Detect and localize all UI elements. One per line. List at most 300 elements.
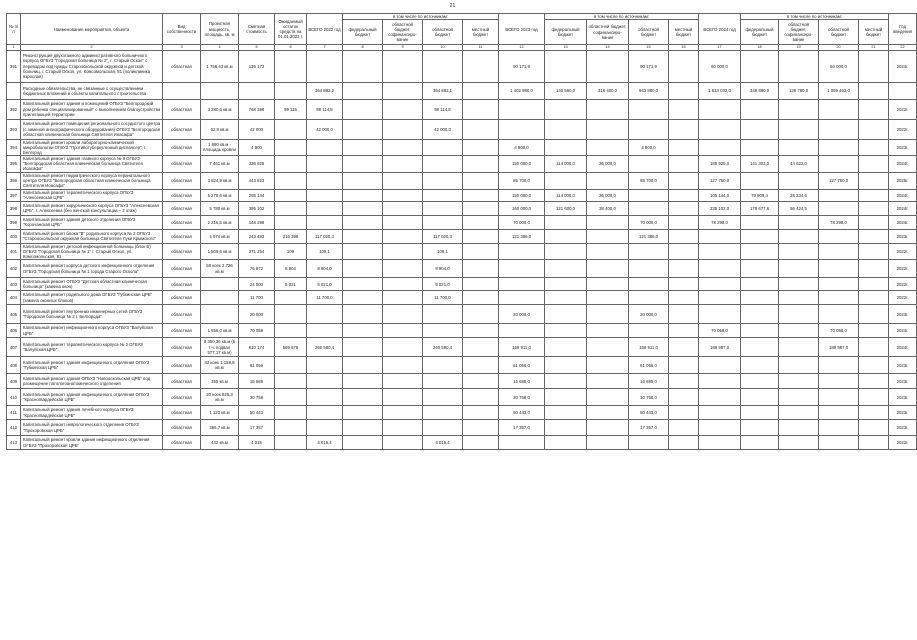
row-local-2024 (859, 50, 889, 82)
row-federal-2024 (741, 243, 779, 259)
row-name: Капитальный ремонт кровли лабораторно-клинической микробиологии ОГБУЗ "Противотуберкулезный диспансер", г. Белгород (21, 139, 163, 155)
row-federal-2022 (343, 99, 383, 119)
row-remaining (275, 305, 307, 324)
row-regional-cofin-2023 (587, 324, 629, 338)
row-regional-cofin-2023 (587, 260, 629, 278)
row-total-2023: 159 911,0 (499, 338, 545, 357)
row-number: 409 (7, 374, 21, 389)
row-total-2022 (307, 156, 343, 172)
investment-table (6, 13, 917, 450)
row-regional-cofin-2022 (383, 139, 423, 155)
row-intro-year: 2022г. (889, 291, 917, 305)
row-total-2022 (307, 420, 343, 436)
row-number: 405 (7, 305, 21, 324)
row-name: Расходные обязательства, не связанные с осуществлением бюджетных вложений в объекты капитального строительства (21, 82, 163, 99)
row-federal-2022 (343, 406, 383, 420)
row-remaining: 569 678 (275, 338, 307, 357)
row-local-2024 (859, 278, 889, 291)
row-local-2023 (669, 406, 699, 420)
header-name: Наименование мероприятия, объекта (21, 14, 163, 45)
row-regional-cofin-2023 (587, 357, 629, 374)
row-ownership: областная (163, 119, 201, 139)
row-cost: 70 058 (239, 324, 275, 338)
row-federal-2024 (741, 357, 779, 374)
header-federal-2022: федеральный бюджет (343, 20, 383, 45)
row-total-2024 (699, 291, 741, 305)
row-intro-year: 2022г. (889, 243, 917, 259)
row-total-2023 (499, 243, 545, 259)
row-local-2022 (463, 338, 499, 357)
row-local-2023 (669, 50, 699, 82)
row-local-2023 (669, 338, 699, 357)
row-total-2022 (307, 357, 343, 374)
row-local-2023 (669, 420, 699, 436)
row-total-2023: 17 357,0 (499, 420, 545, 436)
table-row (7, 189, 917, 201)
row-local-2023 (669, 201, 699, 215)
row-local-2022 (463, 406, 499, 420)
row-federal-2024 (741, 389, 779, 406)
row-total-2022 (307, 389, 343, 406)
row-ownership: областная (163, 406, 201, 420)
row-name: Капитальный ремонт внутренних инженерных сетей ОГБУЗ "Городская больница № 2 г. Белгорода" (21, 305, 163, 324)
table-row (7, 357, 917, 374)
row-intro-year: 2023г. (889, 229, 917, 243)
row-intro-year: 2024г. (889, 201, 917, 215)
row-regional-cofin-2022 (383, 406, 423, 420)
row-regional-2024 (819, 436, 859, 450)
row-ownership: областная (163, 357, 201, 374)
row-capacity: 2 216,5 кв.м (201, 215, 239, 229)
row-name: Капитальный ремонт здания инфекционного отделения ОГБУЗ "Губкинская ЦРБ" (21, 357, 163, 374)
row-regional-2023 (629, 201, 669, 215)
row-cost: 4 015 (239, 436, 275, 450)
row-cost: 24 000 (239, 278, 275, 291)
column-index: 13 (545, 45, 587, 51)
column-index: 18 (741, 45, 779, 51)
row-regional-2023 (629, 156, 669, 172)
row-federal-2024: 349 880,0 (741, 82, 779, 99)
row-federal-2023 (545, 243, 587, 259)
header-num: № п/п (7, 14, 21, 45)
row-ownership: областная (163, 50, 201, 82)
row-local-2022 (463, 172, 499, 189)
row-name: Реконструкция двухэтажного административного больничного корпуса ОГБУЗ "Городская больница № 2", г. Старый Оскол" с переводом под нужды Старооскольской окружной и детской больниц, г. Старый Оскол, ул. Комсомольская, 81 (поликлиника взрослая) (21, 50, 163, 82)
row-ownership: областная (163, 291, 201, 305)
header-regional-2024: областной бюджет (819, 20, 859, 45)
row-federal-2022 (343, 278, 383, 291)
column-index: 6 (275, 45, 307, 51)
row-federal-2024 (741, 172, 779, 189)
table-row (7, 201, 917, 215)
row-local-2023 (669, 99, 699, 119)
row-regional-cofin-2024 (779, 172, 819, 189)
row-regional-2024 (819, 243, 859, 259)
row-cost: 20 000 (239, 305, 275, 324)
row-intro-year: 2022г. (889, 119, 917, 139)
row-local-2022 (463, 82, 499, 99)
column-index: 21 (859, 45, 889, 51)
row-capacity (201, 82, 239, 99)
row-regional-2022: 364 882,1 (423, 82, 463, 99)
row-cost: 443 823 (239, 172, 275, 189)
row-remaining (275, 389, 307, 406)
row-federal-2024: 178 677,6 (741, 201, 779, 215)
row-local-2024 (859, 156, 889, 172)
row-federal-2022 (343, 139, 383, 155)
row-number: 411 (7, 406, 21, 420)
table-row (7, 406, 917, 420)
header-local-2023: местный бюджет (669, 20, 699, 45)
row-capacity: 4 974 кв.м (201, 229, 239, 243)
row-regional-2022 (423, 215, 463, 229)
row-regional-2022 (423, 156, 463, 172)
row-remaining (275, 436, 307, 450)
row-name: Капитальный ремонт здания и помещений ОГБУЗ "Белгородский дом ребенка специализированный" с выполнением благоустройства прилегающей территории (21, 99, 163, 119)
row-regional-2024 (819, 291, 859, 305)
row-ownership: областная (163, 338, 201, 357)
row-capacity: 32 коек 1 158,9 кв.м (201, 357, 239, 374)
row-regional-cofin-2022 (383, 260, 423, 278)
row-regional-2023: 50 443,0 (629, 406, 669, 420)
header-remaining: Ожидаемый остаток средств на 01.01.2022 г. (275, 14, 307, 45)
row-federal-2022 (343, 374, 383, 389)
row-federal-2024 (741, 119, 779, 139)
row-regional-cofin-2022 (383, 215, 423, 229)
row-local-2024 (859, 82, 889, 99)
row-regional-cofin-2023 (587, 406, 629, 420)
column-index: 7 (307, 45, 343, 51)
row-federal-2022 (343, 156, 383, 172)
row-federal-2023 (545, 357, 587, 374)
row-federal-2023: 114 000,0 (545, 156, 587, 172)
header-total-2024: ВСЕГО 2024 год (699, 14, 741, 45)
row-total-2024: 78 298,0 (699, 215, 741, 229)
row-total-2023: 160 000,0 (499, 201, 545, 215)
row-regional-2023: 30 758,0 (629, 389, 669, 406)
row-regional-cofin-2022 (383, 338, 423, 357)
row-regional-cofin-2024 (779, 243, 819, 259)
row-cost: 11 700 (239, 291, 275, 305)
table-row (7, 389, 917, 406)
row-ownership: областная (163, 420, 201, 436)
row-regional-cofin-2024 (779, 338, 819, 357)
row-total-2022 (307, 50, 343, 82)
table-row (7, 436, 917, 450)
row-capacity: 442 кв.м (201, 436, 239, 450)
row-regional-2023: 20 000,0 (629, 305, 669, 324)
table-row (7, 243, 917, 259)
header-sources-2023: в том числе по источникам: (545, 14, 699, 20)
row-federal-2023: 140 560,0 (545, 82, 587, 99)
row-regional-2023 (629, 260, 669, 278)
table-row (7, 172, 917, 189)
row-name: Капитальный ремонт ОГБУЗ "Детская областная клиническая больница" (замена окон) (21, 278, 163, 291)
row-regional-2022 (423, 172, 463, 189)
header-regional-cofin-2022: областной бюджет, софинансиро-вание (383, 20, 423, 45)
row-total-2023 (499, 436, 545, 450)
row-name: Капитальный ремонт терапевтического корпуса № 2 ОГБУЗ "Валуйская ЦРБ" (21, 338, 163, 357)
row-name: Капитальный ремонт неврологического отделения ОГБУЗ "Прохоровская ЦРБ" (21, 420, 163, 436)
row-regional-cofin-2023 (587, 243, 629, 259)
row-cost: 135 172 (239, 50, 275, 82)
row-intro-year: 2023г. (889, 139, 917, 155)
row-local-2022 (463, 278, 499, 291)
column-index: 8 (343, 45, 383, 51)
row-regional-cofin-2024 (779, 99, 819, 119)
row-total-2023 (499, 278, 545, 291)
header-ownership: Вид собственности (163, 14, 201, 45)
row-name: Капитальный ремонт педиатрического корпуса перинатального центра ОГБУЗ "Белгородская областная клиническая больница Святителя Иоасафа" (21, 172, 163, 189)
row-number: 403 (7, 278, 21, 291)
row-regional-2023: 4 900,0 (629, 139, 669, 155)
row-local-2023 (669, 215, 699, 229)
row-ownership: областная (163, 99, 201, 119)
row-total-2022: 109,1 (307, 243, 343, 259)
row-ownership: областная (163, 201, 201, 215)
row-remaining (275, 420, 307, 436)
row-cost: 42 000 (239, 119, 275, 139)
row-total-2022 (307, 406, 343, 420)
row-capacity (201, 278, 239, 291)
row-local-2024 (859, 436, 889, 450)
row-regional-cofin-2024 (779, 374, 819, 389)
row-federal-2024: 79 909,4 (741, 189, 779, 201)
row-remaining (275, 406, 307, 420)
row-federal-2023 (545, 119, 587, 139)
row-remaining: 8 904 (275, 260, 307, 278)
row-intro-year: 2023г. (889, 305, 917, 324)
row-total-2024: 189 987,0 (699, 338, 741, 357)
row-total-2024: 235 102,0 (699, 201, 741, 215)
row-regional-2022 (423, 189, 463, 201)
row-regional-cofin-2023 (587, 215, 629, 229)
row-number: 395 (7, 156, 21, 172)
row-federal-2024 (741, 260, 779, 278)
row-regional-cofin-2022 (383, 229, 423, 243)
row-regional-cofin-2023: 36 000,0 (587, 189, 629, 201)
row-total-2024 (699, 99, 741, 119)
table-row (7, 139, 917, 155)
row-federal-2024 (741, 305, 779, 324)
row-regional-2024 (819, 420, 859, 436)
row-regional-2023: 16 685,0 (629, 374, 669, 389)
column-index: 2 (21, 45, 163, 51)
row-regional-2023 (629, 278, 669, 291)
row-cost: 148 298 (239, 215, 275, 229)
row-name: Капитальный ремонт детской инфекционной больницы (блок Б) ОГБУЗ "Городская больница № 1" г. Старый Оскол, ул. Комсомольская, 81 (21, 243, 163, 259)
row-federal-2022 (343, 357, 383, 374)
row-total-2023: 1 402 980,0 (499, 82, 545, 99)
row-federal-2023 (545, 324, 587, 338)
row-remaining (275, 82, 307, 99)
row-name: Капитальный ремонт блока "В" родильного корпуса № 2 ОГБУЗ "Старооскольская окружная больница Святителя Луки Крымского" (21, 229, 163, 243)
row-regional-cofin-2022 (383, 436, 423, 450)
row-remaining: 5 021 (275, 278, 307, 291)
row-regional-2024 (819, 389, 859, 406)
row-regional-2022: 98 114,8 (423, 99, 463, 119)
row-local-2022 (463, 420, 499, 436)
row-remaining: 109 (275, 243, 307, 259)
row-cost: 243 483 (239, 229, 275, 243)
row-regional-cofin-2023 (587, 229, 629, 243)
row-remaining (275, 156, 307, 172)
row-number: 391 (7, 50, 21, 82)
row-number: 412 (7, 420, 21, 436)
row-intro-year: 2023г. (889, 420, 917, 436)
row-regional-cofin-2024 (779, 420, 819, 436)
row-federal-2024 (741, 436, 779, 450)
column-index: 1 (7, 45, 21, 51)
row-regional-cofin-2022 (383, 189, 423, 201)
row-ownership: областная (163, 324, 201, 338)
row-local-2022 (463, 50, 499, 82)
row-total-2023 (499, 291, 545, 305)
row-regional-cofin-2022 (383, 305, 423, 324)
header-sources-2022: в том числе по источникам: (343, 14, 499, 20)
row-regional-2022 (423, 374, 463, 389)
row-local-2022 (463, 201, 499, 215)
row-regional-cofin-2024 (779, 324, 819, 338)
row-cost: 17 357 (239, 420, 275, 436)
row-number: 404 (7, 291, 21, 305)
row-federal-2023 (545, 436, 587, 450)
row-regional-2024 (819, 278, 859, 291)
row-capacity: 1 123 кв.м (201, 406, 239, 420)
row-ownership: областная (163, 156, 201, 172)
row-local-2024 (859, 215, 889, 229)
row-total-2024: 105 144,0 (699, 189, 741, 201)
row-capacity: 1 756,43 кв.м (201, 50, 239, 82)
row-regional-2023 (629, 324, 669, 338)
row-regional-2022: 4 015,4 (423, 436, 463, 450)
row-ownership: областная (163, 172, 201, 189)
row-regional-2023 (629, 99, 669, 119)
row-local-2022 (463, 389, 499, 406)
row-total-2022 (307, 215, 343, 229)
row-total-2024: 127 750,0 (699, 172, 741, 189)
row-intro-year: 2024г. (889, 189, 917, 201)
row-cost: 271 254 (239, 243, 275, 259)
row-regional-cofin-2024 (779, 389, 819, 406)
row-number: 394 (7, 139, 21, 155)
row-federal-2024 (741, 229, 779, 243)
row-total-2022 (307, 201, 343, 215)
row-total-2022 (307, 324, 343, 338)
row-total-2022 (307, 172, 343, 189)
row-remaining (275, 172, 307, 189)
row-capacity: 3 280,6 кв.м (201, 99, 239, 119)
row-regional-cofin-2022 (383, 50, 423, 82)
row-regional-cofin-2022 (383, 291, 423, 305)
row-intro-year (889, 82, 917, 99)
row-regional-2024 (819, 139, 859, 155)
row-remaining (275, 50, 307, 82)
row-local-2023 (669, 229, 699, 243)
row-federal-2022 (343, 389, 383, 406)
column-index: 3 (163, 45, 201, 51)
row-local-2024 (859, 99, 889, 119)
row-local-2022 (463, 119, 499, 139)
row-cost: 76 872 (239, 260, 275, 278)
table-row (7, 305, 917, 324)
row-local-2023 (669, 189, 699, 201)
header-local-2024: местный бюджет (859, 20, 889, 45)
row-total-2024: 60 000,0 (699, 50, 741, 82)
row-regional-2022 (423, 389, 463, 406)
row-name: Капитальный ремонт здания лечебного корпуса ОГБУЗ "Красногвардейская ЦРБ" (21, 406, 163, 420)
row-federal-2023 (545, 291, 587, 305)
row-local-2024 (859, 305, 889, 324)
column-index: 22 (889, 45, 917, 51)
row-regional-cofin-2024 (779, 305, 819, 324)
row-regional-2024: 78 298,0 (819, 215, 859, 229)
row-name: Капитальный ремонт здания ОГБУЗ "Новооскольская ЦРБ" под размещение патологоанатомического отделения (21, 374, 163, 389)
row-local-2022 (463, 189, 499, 201)
row-regional-2022: 11 700,0 (423, 291, 463, 305)
column-index: 12 (499, 45, 545, 51)
header-sources-2024: в том числе по источникам: (741, 14, 889, 20)
row-regional-cofin-2023 (587, 436, 629, 450)
row-regional-cofin-2023 (587, 389, 629, 406)
row-intro-year: 2024г. (889, 215, 917, 229)
row-regional-cofin-2022 (383, 420, 423, 436)
row-ownership: областная (163, 243, 201, 259)
column-index: 9 (383, 45, 423, 51)
row-capacity: 20 коек 825,3 кв.м (201, 389, 239, 406)
row-federal-2023: 121 600,0 (545, 201, 587, 215)
row-federal-2022 (343, 324, 383, 338)
row-total-2023: 150 000,0 (499, 156, 545, 172)
row-total-2024: 70 058,0 (699, 324, 741, 338)
row-regional-cofin-2024: 128 780,0 (779, 82, 819, 99)
row-regional-2023: 61 056,0 (629, 357, 669, 374)
row-regional-2022 (423, 406, 463, 420)
header-local-2022: местный бюджет (463, 20, 499, 45)
row-local-2022 (463, 357, 499, 374)
row-federal-2023 (545, 406, 587, 420)
row-local-2022 (463, 139, 499, 155)
row-local-2022 (463, 215, 499, 229)
page-number: 21 (449, 3, 456, 9)
row-regional-2023: 90 171,9 (629, 50, 669, 82)
row-total-2024 (699, 305, 741, 324)
row-ownership: областная (163, 139, 201, 155)
column-index: 14 (587, 45, 629, 51)
row-regional-2023: 159 911,0 (629, 338, 669, 357)
row-regional-2024: 189 987,0 (819, 338, 859, 357)
row-local-2024 (859, 291, 889, 305)
row-total-2023: 61 056,0 (499, 357, 545, 374)
column-index: 19 (779, 45, 819, 51)
row-total-2023: 16 685,0 (499, 374, 545, 389)
row-capacity: 58 коек 2 726 кв.м (201, 260, 239, 278)
row-federal-2024 (741, 139, 779, 155)
header-capacity: Проектная мощность, площадь, кв. м (201, 14, 239, 45)
row-capacity: 7 461 кв.м (201, 156, 239, 172)
row-intro-year: 2022г. (889, 260, 917, 278)
row-federal-2023 (545, 139, 587, 155)
row-remaining (275, 374, 307, 389)
column-index: 5 (239, 45, 275, 51)
row-intro-year: 2023г. (889, 357, 917, 374)
row-name: Капитальный ремонт хирургического корпуса ОГБУЗ "Алексеевская ЦРБ", г. Алексеевка (без женской консультации – 2 этаж) (21, 201, 163, 215)
row-ownership: областная (163, 389, 201, 406)
row-total-2022 (307, 189, 343, 201)
row-regional-2024 (819, 119, 859, 139)
row-ownership: областная (163, 374, 201, 389)
row-federal-2023 (545, 215, 587, 229)
